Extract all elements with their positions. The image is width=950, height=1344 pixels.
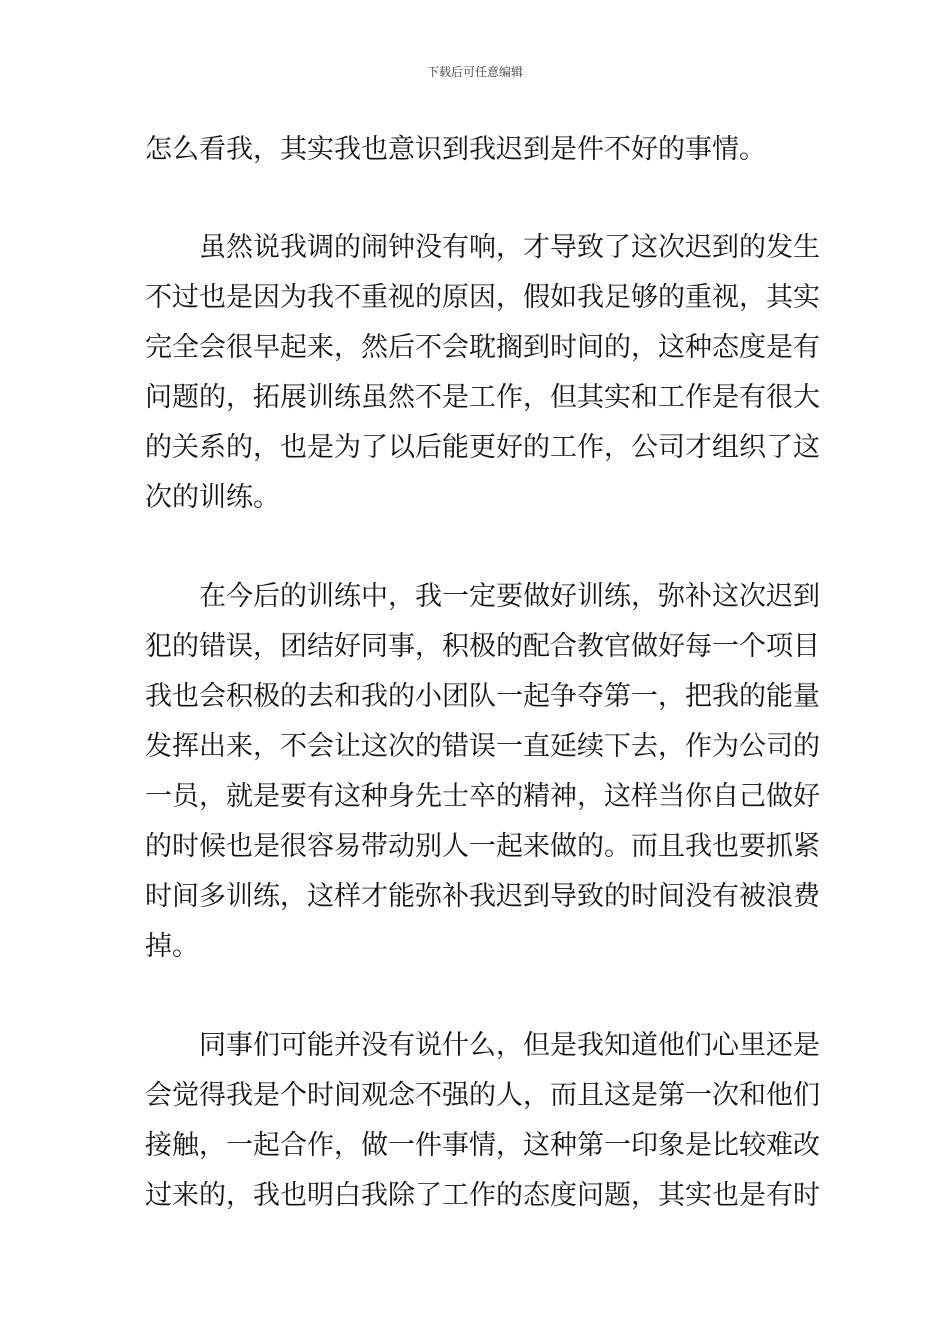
text-line: 完全会很早起来，然后不会耽搁到时间的，这种态度是有: [145, 332, 820, 363]
text-line: 犯的错误，团结好同事，积极的配合教官做好每一个项目: [145, 631, 820, 662]
text-line: 会觉得我是个时间观念不强的人，而且这是第一次和他们: [145, 1080, 820, 1111]
text-line: 在今后的训练中，我一定要做好训练，弥补这次迟到: [145, 581, 820, 612]
text-line: 一员，就是要有这种身先士卒的精神，这样当你自己做好: [145, 781, 820, 812]
text-line: 怎么看我，其实我也意识到我迟到是件不好的事情。: [145, 134, 766, 165]
text-line: 的关系的，也是为了以后能更好的工作，公司才组织了这: [145, 432, 820, 463]
text-line: 问题的，拓展训练虽然不是工作，但其实和工作是有很大: [145, 382, 820, 413]
text-line: 接触，一起合作，做一件事情，这种第一印象是比较难改: [145, 1130, 820, 1161]
text-line: 虽然说我调的闹钟没有响，才导致了这次迟到的发生: [145, 232, 820, 263]
page-header: 下载后可任意编辑: [426, 65, 523, 79]
text-line: 我也会积极的去和我的小团队一起争夺第一，把我的能量: [145, 681, 820, 712]
text-line: 过来的，我也明白我除了工作的态度问题，其实也是有时: [145, 1180, 820, 1211]
text-line: 发挥出来，不会让这次的错误一直延续下去，作为公司的: [145, 731, 820, 762]
text-line: 的时候也是很容易带动别人一起来做的。而且我也要抓紧: [145, 831, 820, 862]
text-line: 时间多训练，这样才能弥补我迟到导致的时间没有被浪费: [145, 881, 820, 912]
text-line: 同事们可能并没有说什么，但是我知道他们心里还是: [145, 1030, 820, 1061]
text-line: 掉。: [145, 931, 199, 962]
text-line: 不过也是因为我不重视的原因，假如我足够的重视，其实: [145, 282, 820, 313]
text-line: 次的训练。: [145, 482, 280, 513]
